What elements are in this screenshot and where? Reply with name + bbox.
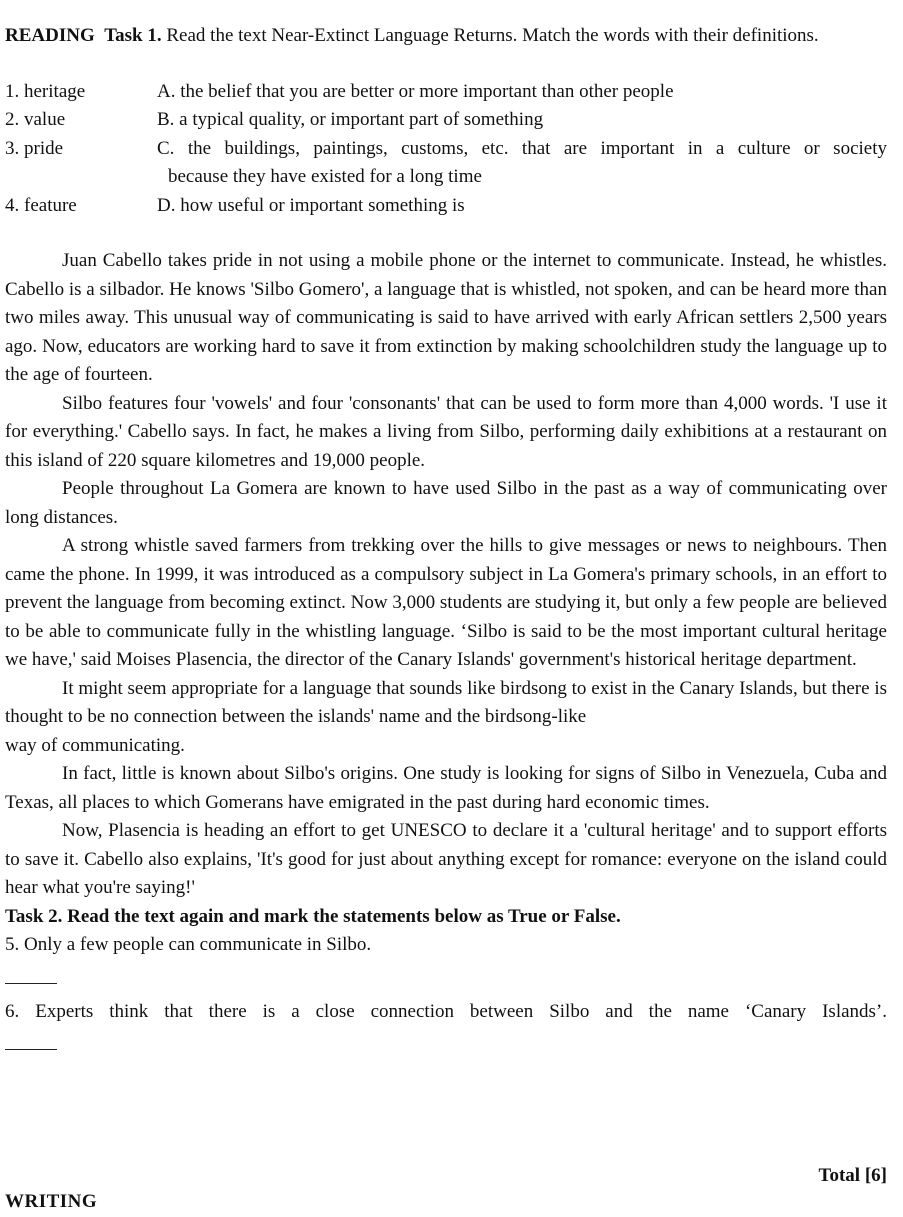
article-paragraph: Now, Plasencia is heading an effort to get UNESCO to declare it a 'cultural heritage' and to support efforts to save it. Cabello also explains, 'It's good for just about anything except for romance: everyone on the island could hear what you're saying!' [5, 820, 887, 898]
task1-instruction-text: Read the text Near-Extinct Language Returns. Match the words with their definitions. [161, 25, 819, 46]
worksheet-page [5, 22, 887, 1050]
article-paragraph: In fact, little is known about Silbo's origins. One study is looking for signs of Silbo in Venezuela, Cuba and Texas, all places to which Gomerans have emigrated in the past during hard economic times. [5, 763, 887, 813]
statement-5: 5. Only a few people can communicate in Silbo. [5, 934, 372, 955]
match-definition-continuation: because they have existed for a long time [168, 166, 482, 187]
match-definition: C. the buildings, paintings, customs, etc. that are important in a culture or society [157, 137, 887, 159]
article-paragraph: Silbo features four 'vowels' and four 'consonants' that can be used to form more than 4,000 words. 'I use it for everything.' Cabello says. In fact, he makes a living from Silbo, performing daily exhibitions at a restaurant on this island of 220 square kilometres and 19,000 people. [5, 392, 887, 471]
article-paragraph: A strong whistle saved farmers from trekking over the hills to give messages or news to neighbours. Then came the phone. In 1999, it was introduced as a compulsory subject in La Gomera's primary schools, in an effort to prevent the language from becoming extinct. Now 3,000 students are studying it, but only a few people are believed to be able to communicate fully in the whistling language. ‘Silbo is said to be the most important cultural heritage we have,' said Moises Plasencia, the director of the Canary Islands' government's historical heritage department. [5, 535, 887, 670]
answer-blank-6[interactable] [5, 1049, 57, 1050]
match-word: 3. pride [5, 137, 64, 159]
matching-row [5, 106, 887, 135]
matching-row [5, 78, 887, 107]
answer-blank-5[interactable] [5, 983, 57, 984]
matching-row [5, 192, 887, 221]
match-word: 2. value [5, 109, 66, 130]
next-section-heading: WRITING [5, 1191, 98, 1212]
match-definition: D. how useful or important something is [157, 194, 465, 216]
article-paragraph: way of communicating. [5, 734, 185, 756]
reading-text [5, 247, 887, 903]
matching-row [5, 135, 887, 164]
total-score: Total [6] [818, 1165, 887, 1186]
article-paragraph: It might seem appropriate for a language that sounds like birdsong to exist in the Canary Islands, but there is thought to be no connection between the islands' name and the birdsong-like [5, 677, 887, 727]
statement-6: 6. Experts think that there is a close connection between Silbo and the name ‘Canary Islands’. [5, 1000, 887, 1022]
reading-label: READING [5, 25, 95, 46]
article-paragraph: People throughout La Gomera are known to have used Silbo in the past as a way of communicating over long distances. [5, 478, 887, 528]
match-word: 1. heritage [5, 80, 86, 102]
match-definition: B. a typical quality, or important part of something [157, 109, 544, 130]
task1-label: Task 1. [104, 25, 162, 46]
match-definition: A. the belief that you are better or more important than other people [157, 80, 674, 102]
match-word: 4. feature [5, 194, 77, 216]
task2-title: Task 2. Read the text again and mark the statements below as True or False. [5, 905, 621, 927]
matching-table [5, 78, 887, 221]
task1-instruction [5, 22, 887, 51]
article-paragraph: Juan Cabello takes pride in not using a mobile phone or the internet to communicate. Instead, he whistles. Cabello is a silbador. He knows 'Silbo Gomero', a language that is whistled, not spoken, and can be heard more than two miles away. This unusual way of communicating is said to have arrived with early African settlers 2,500 years ago. Now, educators are working hard to save it from extinction by making schoolchildren study the language up to the age of fourteen. [5, 250, 887, 385]
